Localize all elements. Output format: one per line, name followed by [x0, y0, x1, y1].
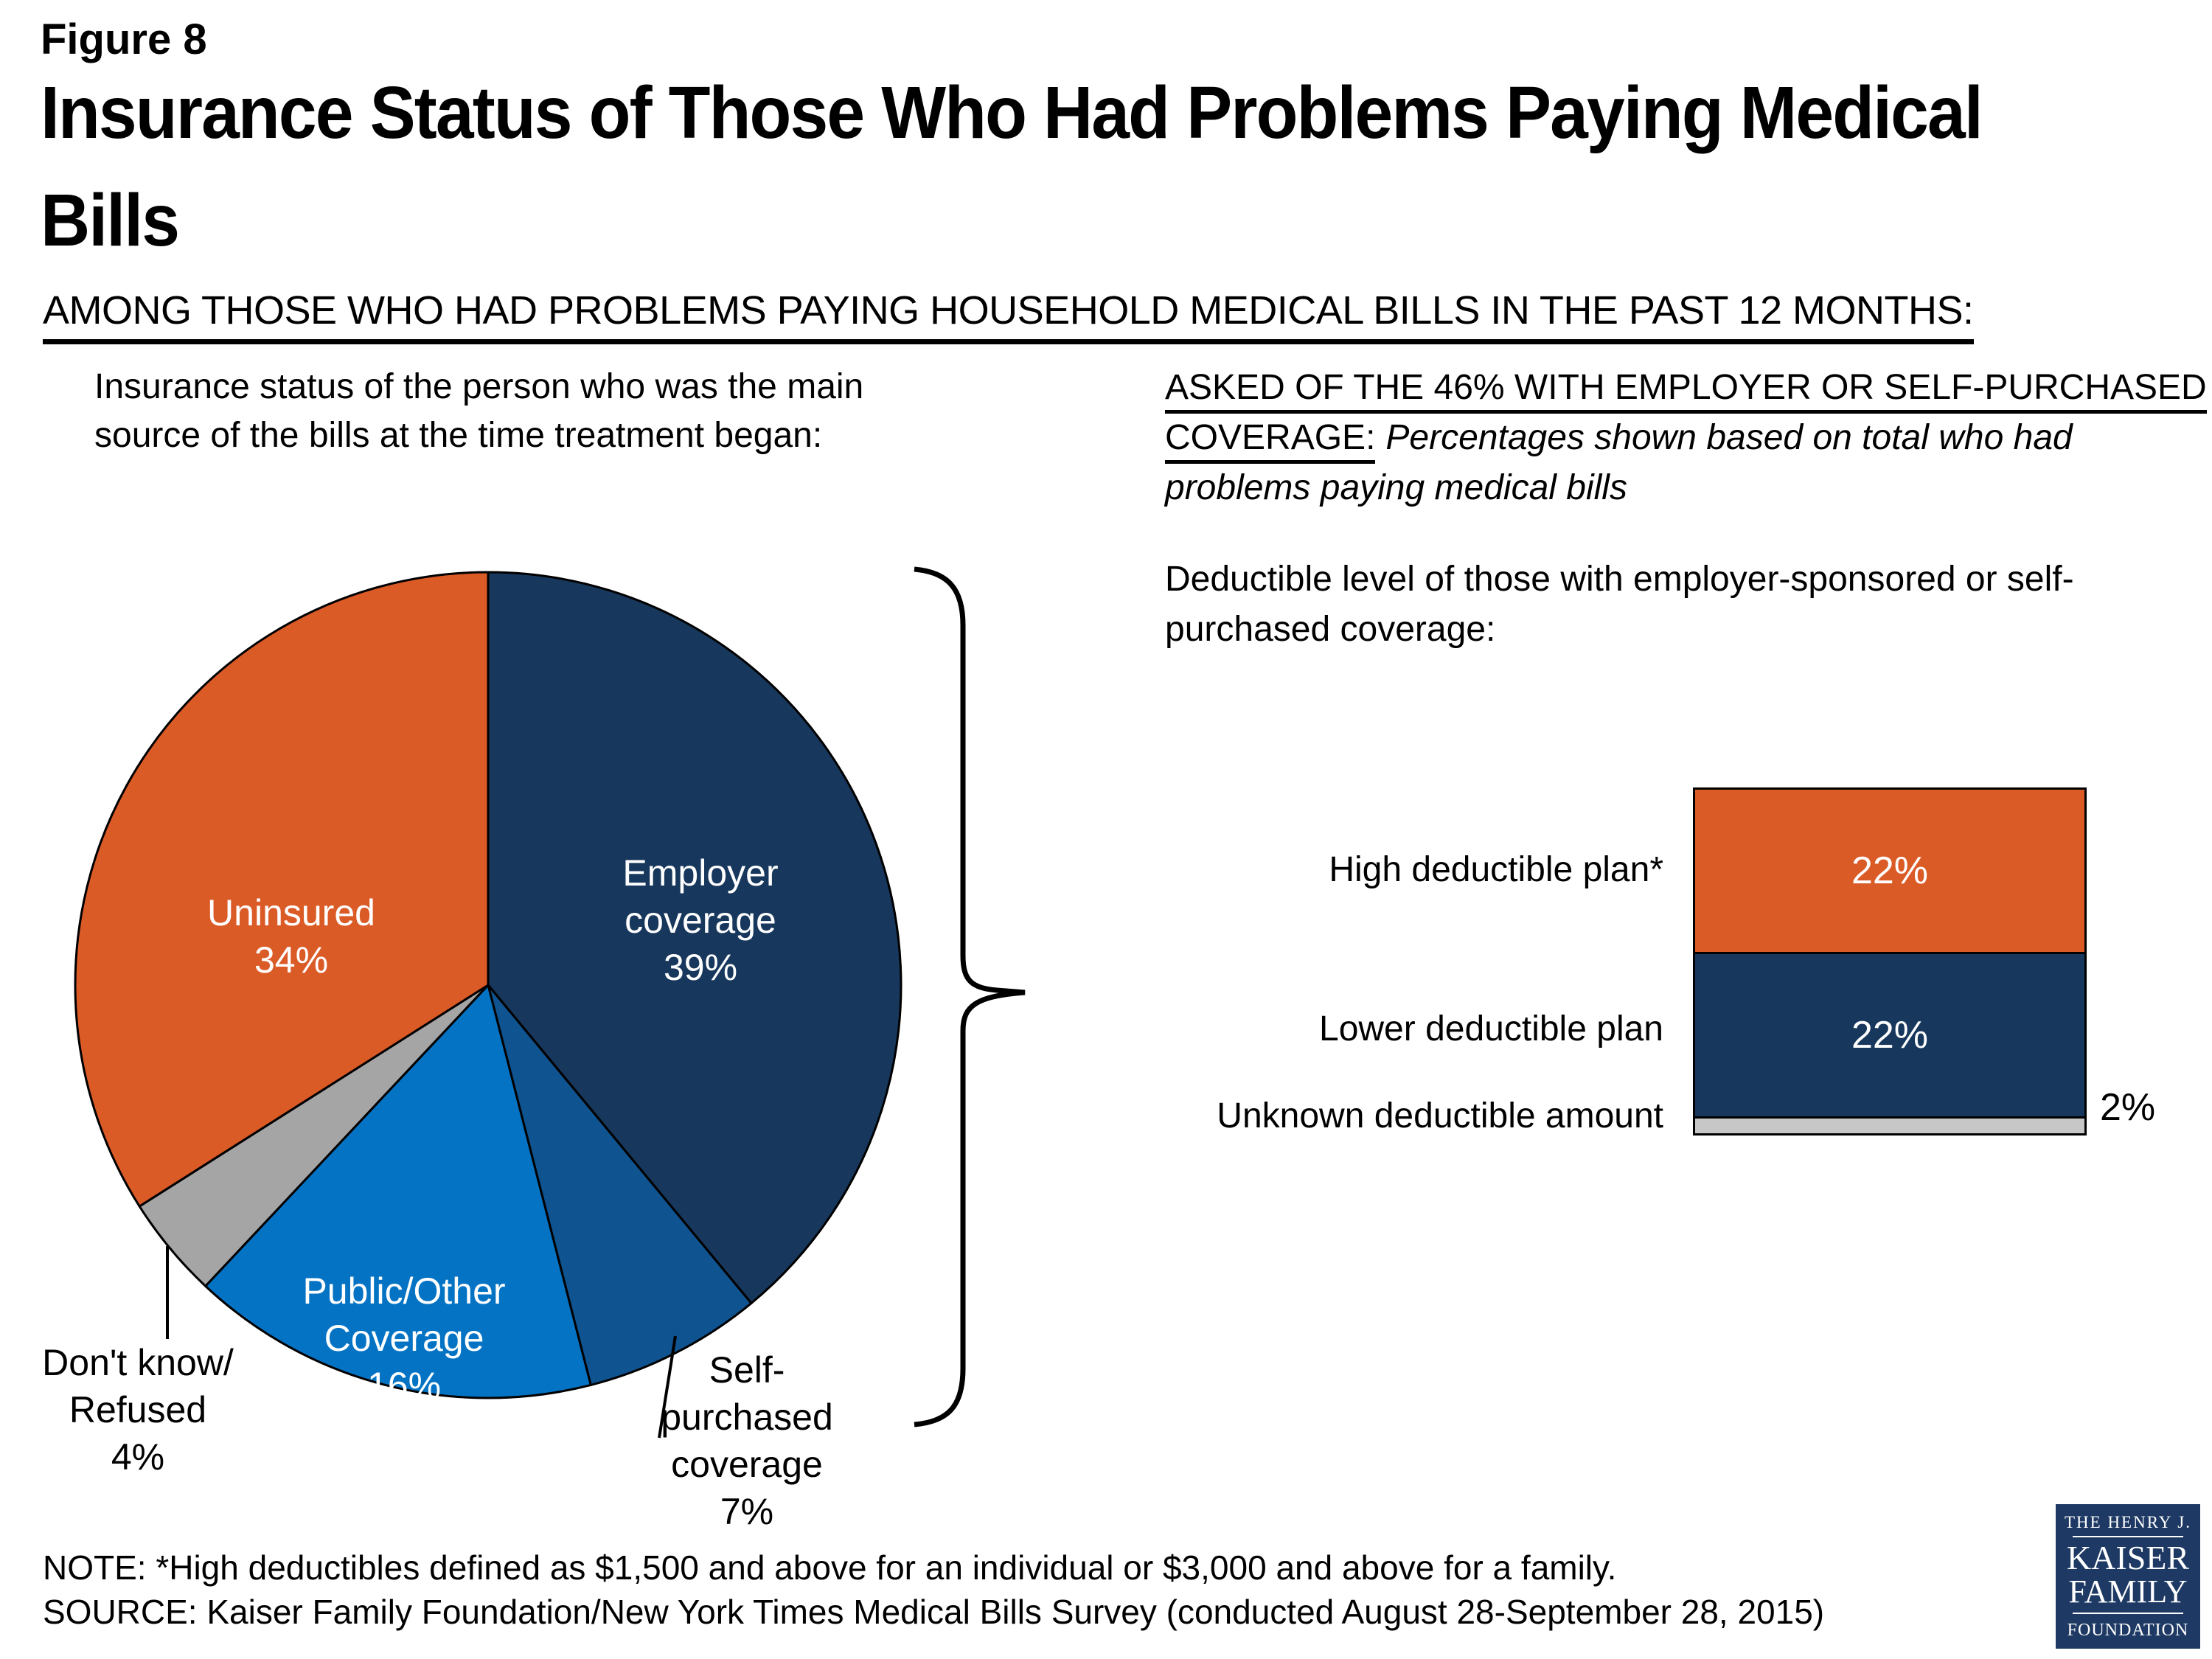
- bar-chart-intro-line1: Deductible level of those with employer-sponsored or self-: [1165, 560, 2074, 599]
- pie-label-public-other: Public/Other Coverage 16%: [302, 1270, 506, 1406]
- bar-value-unknown-deductible: 2%: [2100, 1086, 2156, 1129]
- footnotes: [43, 1545, 1824, 1634]
- kff-logo-line1: THE HENRY J.: [2064, 1512, 2191, 1531]
- stacked-bar-chart: [1693, 787, 2087, 1135]
- bar-segment-unknown-deductible-amount: [1695, 1116, 2084, 1133]
- page-title-line2: Bills: [41, 179, 179, 262]
- bar-segment-lower-deductible-plan: [1695, 952, 2084, 1116]
- bar-label-high-deductible: High deductible plan*: [1329, 850, 1663, 889]
- kff-logo-rule-bottom: [2073, 1613, 2183, 1614]
- right-heading-italic-2: problems paying medical bills: [1165, 468, 1627, 507]
- kff-logo-line2: KAISER: [2066, 1538, 2190, 1576]
- right-heading-underlined-1: ASKED OF THE 46% WITH EMPLOYER OR SELF-PURCHASED: [1165, 368, 2207, 414]
- pie-chart-intro-line1: Insurance status of the person who was the main: [94, 367, 864, 406]
- pie-label-employer: Employer coverage 39%: [622, 852, 779, 988]
- bar-chart-intro-line2: purchased coverage:: [1165, 610, 1496, 649]
- bar-segment-high-deductible-plan-: [1695, 790, 2084, 952]
- kff-logo-line3: FAMILY: [2068, 1573, 2188, 1610]
- source-text: SOURCE: Kaiser Family Foundation/New York Times Medical Bills Survey (conducted August 28-September 28, 2015): [43, 1593, 1825, 1631]
- pie-label-self-purchased: Self- purchased coverage 7%: [661, 1349, 833, 1532]
- pie-label-uninsured: Uninsured 34%: [207, 892, 375, 981]
- pie-label-dont-know: Don't know/ Refused 4%: [42, 1342, 234, 1478]
- kff-logo-line4: FOUNDATION: [2067, 1620, 2189, 1640]
- note-text: NOTE: *High deductibles defined as $1,500 and above for an individual or $3,000 and above for a family.: [43, 1548, 1617, 1587]
- figure-number: Figure 8: [41, 15, 207, 63]
- bar-label-lower-deductible: Lower deductible plan: [1319, 1009, 1663, 1048]
- page-title-line1: Insurance Status of Those Who Had Problems Paying Medical: [41, 72, 1982, 154]
- bar-segment-value: 22%: [1851, 849, 1929, 892]
- bar-label-unknown-deductible: Unknown deductible amount: [1217, 1096, 1663, 1135]
- subheading-text: AMONG THOSE WHO HAD PROBLEMS PAYING HOUSEHOLD MEDICAL BILLS IN THE PAST 12 MONTHS:: [43, 288, 1974, 344]
- right-heading-underlined-2: COVERAGE:: [1165, 418, 1375, 464]
- bar-segment-value: 22%: [1851, 1014, 1929, 1057]
- brace: [914, 569, 1025, 1425]
- pie-chart-intro-line2: source of the bills at the time treatment began:: [94, 416, 823, 455]
- kff-logo-rule-top: [2073, 1536, 2183, 1537]
- kff-logo: [2056, 1504, 2200, 1649]
- right-heading-italic-1: Percentages shown based on total who had: [1385, 418, 2073, 457]
